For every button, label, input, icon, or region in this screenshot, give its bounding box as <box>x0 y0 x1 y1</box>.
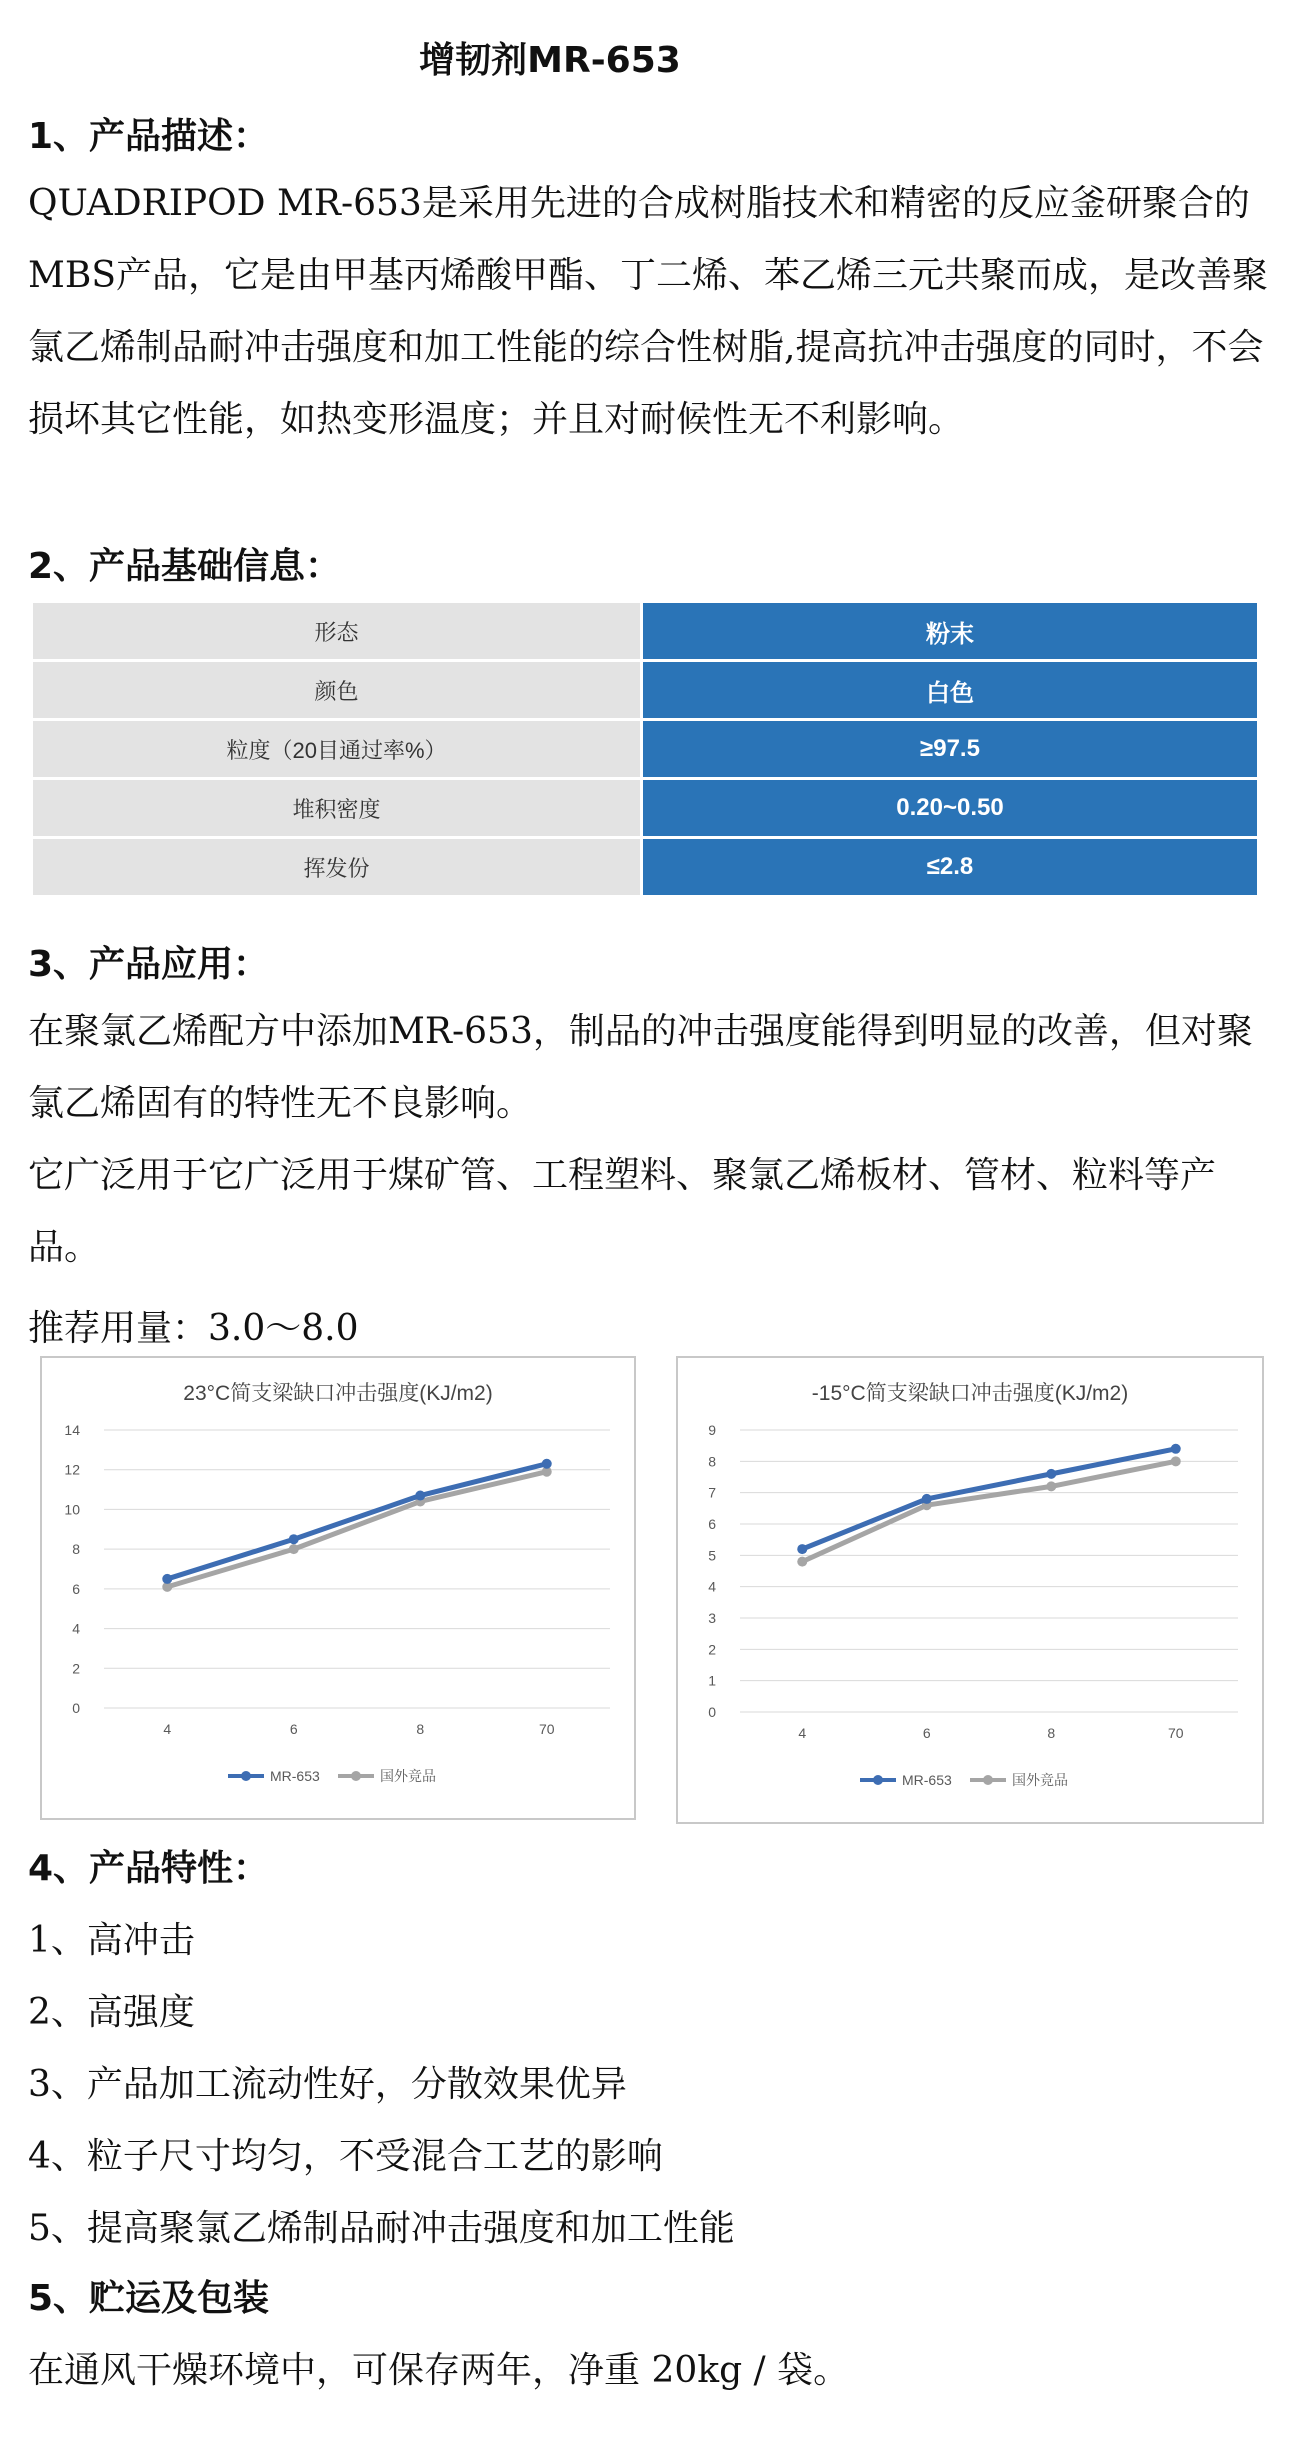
feature-item: 3、产品加工流动性好，分散效果优异 <box>28 2064 627 2105</box>
property-name: 形态 <box>33 603 640 659</box>
chart-23c-svg <box>42 1358 634 1818</box>
x-tick-label: 70 <box>1167 1725 1184 1741</box>
series-line <box>167 1472 547 1587</box>
y-tick-label: 10 <box>64 1501 80 1518</box>
y-tick-label: 1 <box>708 1672 716 1689</box>
property-value: 0.20~0.50 <box>643 780 1257 836</box>
data-point <box>542 1459 552 1469</box>
legend-marker <box>241 1771 251 1781</box>
recommended-dosage: 推荐用量：3.0～8.0 <box>28 1308 359 1349</box>
legend-label: 国外竞品 <box>380 1768 436 1784</box>
property-name: 挥发份 <box>33 839 640 895</box>
y-tick-label: 3 <box>708 1610 716 1626</box>
legend-label: 国外竞品 <box>1012 1772 1068 1788</box>
y-tick-label: 7 <box>708 1484 716 1501</box>
y-tick-label: 4 <box>72 1620 80 1637</box>
legend-label: MR-653 <box>270 1768 320 1784</box>
property-value: 粉末 <box>643 603 1257 659</box>
application-text-2: 它广泛用于它广泛用于煤矿管、工程塑料、聚氯乙烯板材、管材、粒料等产品。 <box>28 1155 1217 1268</box>
table-row <box>33 780 1257 836</box>
section-1-heading: 1、产品描述： <box>28 116 270 157</box>
data-point <box>922 1494 932 1504</box>
section-3-heading: 3、产品应用： <box>28 944 270 985</box>
chart-minus15c-svg <box>678 1358 1262 1822</box>
y-tick-label: 5 <box>708 1547 716 1564</box>
product-description: QUADRIPOD MR-653是采用先进的合成树脂技术和精密的反应釜研聚合的MBS产品，它是由甲基丙烯酸甲酯、丁二烯、苯乙烯三元共聚而成，是改善聚氯乙烯制品耐冲击强度和加工性能的综合性树脂,提高抗冲击强度的同时，不会损坏其它性能，如热变形温度；并且对耐候性无不利影响。 <box>28 183 1268 440</box>
page-title: 增韧剂MR-653 <box>419 40 681 81</box>
chart-23c <box>40 1356 636 1820</box>
y-tick-label: 9 <box>708 1422 716 1438</box>
x-tick-label: 4 <box>163 1721 172 1737</box>
y-tick-label: 8 <box>708 1453 716 1470</box>
property-name: 粒度（20目通过率%） <box>33 721 640 777</box>
property-name: 颜色 <box>33 662 640 718</box>
feature-item: 4、粒子尺寸均匀，不受混合工艺的影响 <box>28 2136 663 2177</box>
feature-item: 5、提高聚氯乙烯制品耐冲击强度和加工性能 <box>28 2208 735 2249</box>
application-text-1: 在聚氯乙烯配方中添加MR-653，制品的冲击强度能得到明显的改善，但对聚氯乙烯固有的特性无不良影响。 <box>28 1011 1253 1124</box>
legend-label: MR-653 <box>902 1772 952 1788</box>
table-row <box>33 721 1257 777</box>
y-tick-label: 6 <box>72 1580 80 1597</box>
series-line <box>167 1464 547 1579</box>
legend-marker <box>873 1775 883 1785</box>
data-point <box>797 1557 807 1567</box>
feature-item: 2、高强度 <box>28 1992 195 2033</box>
data-point <box>797 1544 807 1554</box>
y-tick-label: 8 <box>72 1541 80 1558</box>
y-tick-label: 12 <box>64 1461 80 1478</box>
x-tick-label: 6 <box>922 1725 931 1741</box>
chart-minus15c <box>676 1356 1264 1824</box>
data-point <box>162 1574 172 1584</box>
x-tick-label: 70 <box>538 1721 555 1737</box>
y-tick-label: 0 <box>708 1704 716 1720</box>
section-5-heading: 5、贮运及包装 <box>28 2278 270 2319</box>
x-tick-label: 8 <box>416 1721 425 1737</box>
y-tick-label: 2 <box>72 1660 80 1677</box>
table-row <box>33 839 1257 895</box>
y-tick-label: 0 <box>72 1700 80 1716</box>
y-tick-label: 2 <box>708 1641 716 1658</box>
table-row <box>33 603 1257 659</box>
legend-marker <box>351 1771 361 1781</box>
x-tick-label: 8 <box>1047 1725 1056 1741</box>
storage-text: 在通风干燥环境中，可保存两年，净重 20kg / 袋。 <box>28 2350 850 2391</box>
x-tick-label: 6 <box>289 1721 298 1737</box>
y-tick-label: 6 <box>708 1516 716 1532</box>
x-tick-label: 4 <box>798 1725 807 1741</box>
data-point <box>1046 1481 1056 1491</box>
property-value: ≤2.8 <box>643 839 1257 895</box>
data-point <box>415 1491 425 1501</box>
chart-title: 23°C简支梁缺口冲击强度(KJ/m2) <box>183 1382 493 1405</box>
section-2-heading: 2、产品基础信息： <box>28 546 342 587</box>
data-point <box>1171 1444 1181 1454</box>
property-value: 白色 <box>643 662 1257 718</box>
section-4-heading: 4、产品特性： <box>28 1848 270 1889</box>
data-point <box>289 1544 299 1554</box>
data-point <box>289 1534 299 1544</box>
data-point <box>1171 1456 1181 1466</box>
basic-info-table <box>30 600 1260 898</box>
property-name: 堆积密度 <box>33 780 640 836</box>
y-tick-label: 14 <box>64 1422 80 1438</box>
chart-title: -15°C简支梁缺口冲击强度(KJ/m2) <box>811 1382 1129 1405</box>
feature-item: 1、高冲击 <box>28 1920 195 1961</box>
property-value: ≥97.5 <box>643 721 1257 777</box>
legend-marker <box>983 1775 993 1785</box>
table-row <box>33 662 1257 718</box>
y-tick-label: 4 <box>708 1578 716 1595</box>
series-line <box>802 1461 1176 1561</box>
data-point <box>1046 1469 1056 1479</box>
